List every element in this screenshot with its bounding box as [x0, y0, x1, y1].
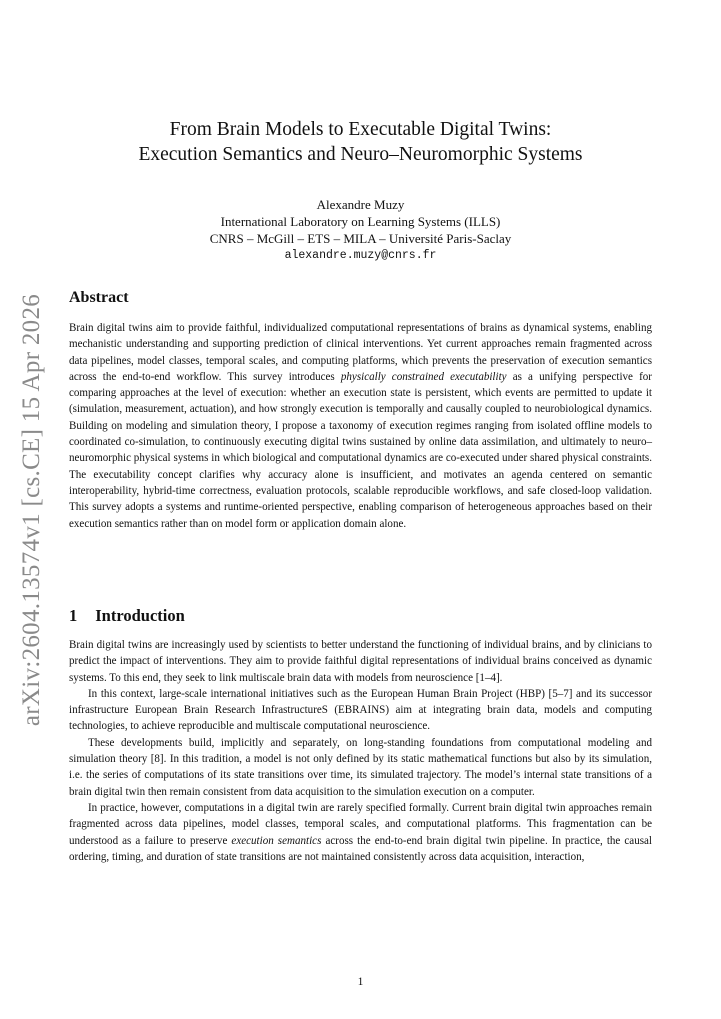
author-block: [69, 196, 652, 264]
introduction-body: [69, 637, 652, 865]
intro-paragraph-3: These developments build, implicitly and separately, on long-standing foundations from computational modeling and simulation theory [8]. In this tradition, a model is not only defined by its static mathematical functions but also by its simulation, i.e. the series of computations of its state transitions over time, its simulated trajectory. The model’s internal state transitions of a brain digital twin then remain consistent from data acquisition to the simulation execution on a computer.: [69, 736, 652, 798]
section-number: 1: [69, 606, 78, 625]
introduction-heading: [69, 606, 185, 626]
page-number: 1: [357, 976, 364, 988]
intro-paragraph-4: [69, 800, 652, 865]
abstract-emphasis: physically constrained executability: [340, 370, 507, 383]
abstract-body: [69, 320, 652, 532]
abstract-text-part-1: Brain digital twins aim to provide faithful, individualized computational representations of brains as dynamical systems, enabling mechanistic understanding and supporting prediction of clinical interventions. Yet current approaches remain fragmented across data pipelines, model classes, temporal scales, and computing platforms, which prevents the preservation of execution semantics across the end-to-end workflow. This survey introduces: [69, 322, 652, 383]
affiliation-line-1: International Laboratory on Learning Systems (ILLS): [220, 214, 501, 229]
title-block: [69, 117, 652, 264]
author-name: Alexandre Muzy: [316, 197, 405, 212]
intro-p4-part-2: across the end-to-end brain digital twin pipeline. In practice, the causal ordering, timing, and duration of state transitions are not maintained consistently across data acquisition, interaction,: [69, 834, 652, 863]
author-email: alexandre.muzy@cnrs.fr: [284, 249, 437, 262]
arxiv-stamp: [12, 293, 52, 727]
affiliation-line-2: CNRS – McGill – ETS – MILA – Université Paris-Saclay: [209, 231, 512, 246]
paper-title: [69, 117, 652, 167]
intro-p4-emphasis: execution semantics: [231, 834, 322, 847]
abstract-text-part-2: as a unifying perspective for comparing approaches at the level of execution: whether an execution state is persistent, which events are permitted to update it (simulation, measurement, actuation), and how strongly execution is temporally and causally coupled to neurobiological dynamics. Building on modeling and simulation theory, I propose a taxonomy of execution regimes ranging from isolated offline models to coordinated co-simulation, to continuously executing digital twins sustained by online data assimilation, and ultimately to neuro–neuromorphic physical systems in which biological and computational dynamics are co-executed under shared physical constraints. The executability concept clarifies why accuracy alone is insufficient, and motivates an agenda centered on semantic interoperability, hybrid-time correctness, evaluation protocols, scalable reproducible workflows, and safe closed-loop validation. This survey adopts a systems and runtime-oriented perspective, enabling comparison of heterogeneous approaches based on their execution semantics rather than on model form or application domain alone.: [69, 370, 652, 530]
intro-paragraph-1: Brain digital twins are increasingly used by scientists to better understand the functioning of individual brains, and by clinicians to predict the impact of interventions. They aim to provide faithful digital representations of individual brains conceived as dynamic systems. To this end, they seek to link multiscale brain data with models from neuroscience [1–4].: [69, 639, 652, 684]
abstract-paragraph: [69, 320, 652, 532]
abstract-heading: Abstract: [69, 289, 129, 306]
title-line-2: Execution Semantics and Neuro–Neuromorphic Systems: [138, 144, 583, 165]
arxiv-stamp-text: arXiv:2604.13574v1 [cs.CE] 15 Apr 2026: [18, 293, 46, 727]
intro-p4-part-1: In practice, however, computations in a digital twin are rarely specified formally. Current brain digital twin approaches remain fragmented across data pipelines, model classes, temporal scales, and computational platforms. This fragmentation can be understood as a failure to preserve: [69, 801, 652, 847]
section-title: Introduction: [95, 606, 185, 625]
title-line-1: From Brain Models to Executable Digital Twins:: [169, 119, 552, 140]
intro-paragraph-2: In this context, large-scale international initiatives such as the European Human Brain Project (HBP) [5–7] and its successor infrastructure European Brain Research InfrastructureS (EBRAINS) aim at integrating brain data, models and computing technologies, to achieve reproducible and multiscale computational neuroscience.: [69, 687, 652, 733]
